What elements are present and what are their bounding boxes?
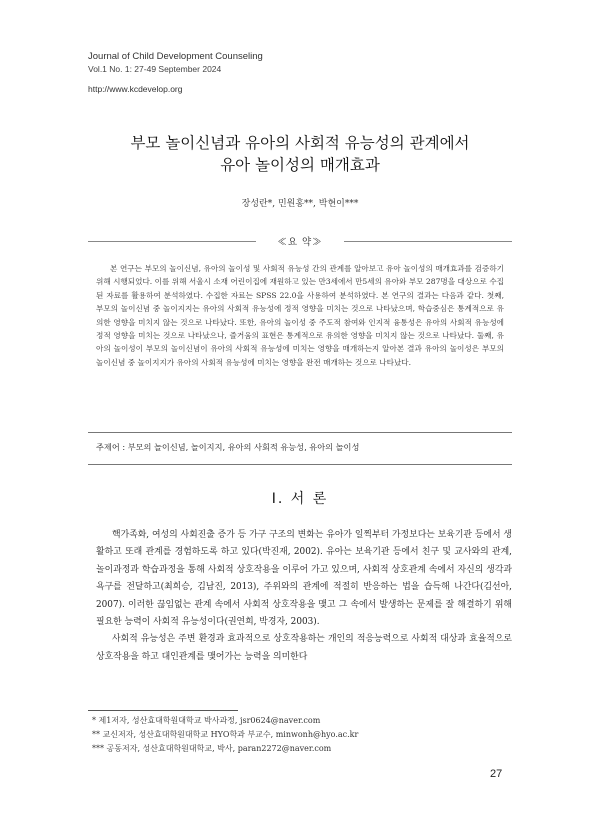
abstract-rule-right <box>344 241 512 242</box>
page-number: 27 <box>490 768 503 780</box>
abstract-heading-label: ≪요 약≫ <box>277 237 323 248</box>
paper-title <box>88 132 512 176</box>
body-paragraph-2: 사회적 유능성은 주변 환경과 효과적으로 상호작용하는 개인의 적응능력으로 사회적 대상과 효율적으로 상호작용을 하고 대인관계를 맺어가는 능력을 의미한다 <box>96 634 512 662</box>
abstract-heading <box>88 234 512 248</box>
body-text <box>96 527 512 666</box>
authors: 장성란*, 민원홍**, 박현이*** <box>241 199 359 209</box>
footnote-1: * 제1저자, 성산효대학원대학교 박사과정, jsr0624@naver.com <box>92 716 321 725</box>
footnotes <box>92 714 512 756</box>
footnote-3: *** 공동저자, 성산효대학원대학교, 박사, paran2272@naver.com <box>92 744 332 753</box>
paper-title-line-2: 유아 놀이성의 매개효과 <box>220 156 380 174</box>
footnote-rule <box>88 710 238 711</box>
footnote-2: ** 교신저자, 성산효대학원대학교 HYO학과 부교수, minwonh@hyo.ac.kr <box>92 730 359 739</box>
keywords: 주제어 : 부모의 놀이신념, 놀이지지, 유아의 사회적 유능성, 유아의 놀이성 <box>96 442 360 452</box>
section-heading: Ⅰ. 서 론 <box>271 491 329 507</box>
journal-volume: Vol.1 No. 1: 27-49 September 2024 <box>88 64 222 74</box>
paper-title-line-1: 부모 놀이신념과 유아의 사회적 유능성의 관계에서 <box>130 134 470 152</box>
journal-url[interactable]: http://www.kcdevelop.org <box>88 84 183 94</box>
journal-header <box>88 50 518 95</box>
keywords-rule-top <box>88 432 512 433</box>
keywords-rule-bottom <box>88 464 512 465</box>
body-paragraph-1: 핵가족화, 여성의 사회진출 증가 등 가구 구조의 변화는 유아가 일찍부터 가정보다는 보육기관 등에서 생활하고 또래 관계를 경험하도록 하고 있다(박진재, 2002). 유아는 보육기관 등에서 친구 및 교사와의 관계, 놀이과정과 학습과정을 통해 사회적 상호작용을 이루어 가고 있으며, 사회적 상호관계 속에서 자신의 생각과 욕구를 전달하고(최희승, 김남진, 2013), 주위와의 관계에 적절히 반응하는 법을 습득해 나간다(김선아, 2007). 이러한 끊임없는 관계 속에서 사회적 상호작용을 맺고 그 속에서 발생하는 문제를 잘 해결하기 위해 필요한 능력이 사회적 유능성이다(권연희, 박경자, 2003). <box>96 530 512 628</box>
abstract-text: 본 연구는 부모의 놀이신념, 유아의 놀이성 및 사회적 유능성 간의 관계를 알아보고 유아 놀이성의 매개효과를 검증하기 위해 시행되었다. 이를 위해 서울시 소재 어린이집에 재원하고 있는 만3세에서 만5세의 유아와 부모 287명을 대상으로 수집된 자료를 활용하여 분석하였다. 수집한 자료는 SPSS 22.0을 사용하여 분석하였다. 본 연구의 결과는 다음과 같다. 첫째, 부모의 놀이신념 중 놀이지지는 유아의 사회적 유능성에 정적 영향을 미치는 것으로 나타났으며, 학습중심은 통계적으로 유의한 영향을 미치지 않는 것으로 나타났다. 또한, 유아의 놀이성 중 주도적 참여와 인지적 융통성은 유아의 사회적 유능성에 정적 영향을 미치는 것으로 나타났으나, 즐거움의 표현은 통계적으로 유의한 영향을 미치지 않는 것으로 나타났다. 둘째, 유아의 놀이성이 부모의 놀이신념이 유아의 사회적 유능성에 미치는 영향을 매개하는지 알아본 결과 유아의 놀이성은 부모의 놀이신념 중 놀이지지가 유아의 사회적 유능성에 미치는 영향을 완전 매개하는 것으로 나타났다. <box>96 264 504 367</box>
journal-name: Journal of Child Development Counseling <box>88 51 263 62</box>
